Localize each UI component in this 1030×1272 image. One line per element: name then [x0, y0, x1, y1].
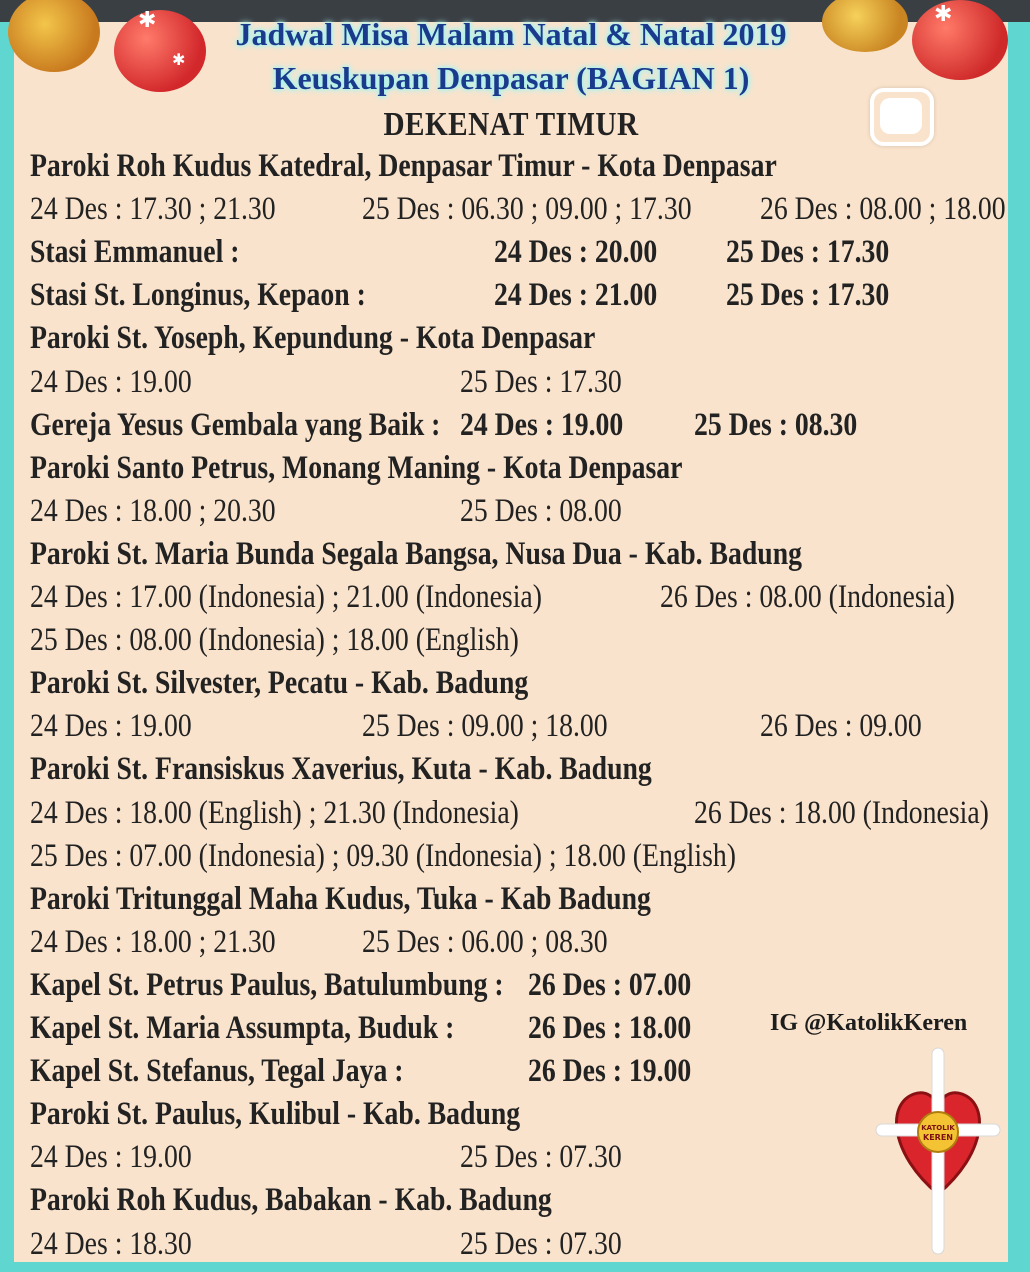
schedule-row [30, 622, 1010, 666]
row-label: Paroki Tritunggal Maha Kudus, Tuka - Kab Badung [30, 880, 651, 917]
row-label: Paroki St. Yoseph, Kepundung - Kota Denpasar [30, 320, 596, 357]
schedule-row [30, 191, 1010, 235]
bottom-strip [0, 1262, 1030, 1272]
row-time: 26 Des : 19.00 [528, 1053, 692, 1090]
row-label: 24 Des : 18.00 ; 20.30 [30, 492, 276, 529]
row-label: Kapel St. Maria Assumpta, Buduk : [30, 1010, 455, 1046]
ornament-red-left-icon: ✱ ✱ [114, 10, 206, 92]
parish-name-row [30, 277, 1010, 321]
parish-name-row [30, 234, 1010, 278]
row-label: 24 Des : 18.00 (English) ; 21.30 (Indonesia) [30, 794, 519, 831]
parish-name-row [30, 881, 1010, 925]
schedule-row [30, 493, 1010, 537]
row-label: 25 Des : 08.00 (Indonesia) ; 18.00 (English) [30, 622, 519, 659]
row-label: Kapel St. Petrus Paulus, Batulumbung : [30, 966, 504, 1003]
parish-name-row [30, 536, 1010, 580]
row-time: 24 Des : 20.00 [494, 234, 658, 271]
row-label: 24 Des : 17.30 ; 21.30 [30, 191, 276, 228]
row-time: 26 Des : 08.00 (Indonesia) [660, 579, 955, 615]
schedule-row [30, 838, 1010, 882]
row-time: 26 Des : 08.00 ; 18.00 [760, 191, 1006, 228]
schedule-row [30, 708, 1010, 752]
row-time: 25 Des : 17.30 [726, 234, 890, 271]
cross-heart-logo-icon [872, 1044, 1004, 1258]
row-label: 24 Des : 18.00 ; 21.30 [30, 923, 276, 960]
title-line-2: Keuskupan Denpasar (BAGIAN 1) [272, 60, 750, 96]
parish-name-row [30, 320, 1010, 364]
title-line-1: Jadwal Misa Malam Natal & Natal 2019 [235, 16, 787, 52]
parish-name-row [30, 751, 1010, 795]
row-label: 24 Des : 17.00 (Indonesia) ; 21.00 (Indonesia) [30, 579, 542, 615]
row-label: Paroki Roh Kudus, Babakan - Kab. Badung [30, 1182, 552, 1219]
row-label: Paroki Roh Kudus Katedral, Denpasar Timur - Kota Denpasar [30, 148, 777, 184]
row-label: Paroki Santo Petrus, Monang Maning - Kota Denpasar [30, 449, 683, 486]
schedule-row [30, 1139, 1010, 1183]
row-label: 24 Des : 19.00 [30, 363, 192, 400]
row-time: 25 Des : 06.30 ; 09.00 ; 17.30 [362, 191, 692, 228]
row-time: 24 Des : 19.00 [460, 406, 624, 443]
instagram-handle: IG @KatolikKeren [770, 1010, 968, 1036]
row-label: Paroki St. Silvester, Pecatu - Kab. Badung [30, 665, 529, 702]
row-time: 25 Des : 06.00 ; 08.30 [362, 923, 608, 960]
row-time: 26 Des : 18.00 [528, 1010, 692, 1046]
parish-name-row [30, 1096, 1010, 1140]
poster-frame [14, 2, 1008, 1268]
row-time: 25 Des : 07.30 [460, 1225, 622, 1262]
section-heading: DEKENAT TIMUR [383, 106, 639, 143]
schedule-row [30, 579, 1010, 623]
row-time: 24 Des : 21.00 [494, 277, 658, 314]
row-label: Paroki St. Fransiskus Xaverius, Kuta - Kab. Badung [30, 751, 652, 788]
row-time: 25 Des : 08.00 [460, 492, 622, 529]
schedule-row [30, 364, 1010, 408]
parish-name-row [30, 450, 1010, 494]
row-time: 25 Des : 09.00 ; 18.00 [362, 708, 608, 745]
schedule-row [30, 924, 1010, 968]
svg-text:KEREN: KEREN [923, 1133, 953, 1142]
row-label: Kapel St. Stefanus, Tegal Jaya : [30, 1053, 404, 1090]
parish-name-row [30, 148, 1010, 192]
row-label: Gereja Yesus Gembala yang Baik : [30, 406, 441, 443]
row-time: 25 Des : 08.30 [694, 406, 858, 443]
parish-name-row [30, 407, 1010, 451]
row-label: Paroki St. Maria Bunda Segala Bangsa, Nusa Dua - Kab. Badung [30, 535, 802, 572]
schedule-row [30, 795, 1010, 839]
row-label: Stasi Emmanuel : [30, 234, 240, 271]
parish-name-row [30, 1182, 1010, 1226]
row-time: 25 Des : 17.30 [460, 363, 622, 400]
row-label: Stasi St. Longinus, Kepaon : [30, 277, 366, 314]
row-time: 26 Des : 18.00 (Indonesia) [694, 794, 989, 831]
row-time: 26 Des : 07.00 [528, 966, 692, 1003]
parish-name-row [30, 1053, 1010, 1097]
parish-name-row [30, 665, 1010, 709]
parish-name-row [30, 967, 1010, 1011]
row-label: 25 Des : 07.00 (Indonesia) ; 09.30 (Indonesia) ; 18.00 (English) [30, 837, 736, 874]
row-label: 24 Des : 19.00 [30, 1139, 192, 1176]
row-time: 26 Des : 09.00 [760, 708, 922, 745]
svg-text:KATOLIK: KATOLIK [921, 1124, 955, 1132]
row-label: 24 Des : 18.30 [30, 1225, 192, 1262]
row-time: 25 Des : 17.30 [726, 277, 890, 314]
ornament-red-right-icon: ✱ [912, 0, 1008, 80]
row-label: Paroki St. Paulus, Kulibul - Kab. Badung [30, 1096, 521, 1133]
row-time: 25 Des : 07.30 [460, 1139, 622, 1176]
row-label: 24 Des : 19.00 [30, 708, 192, 745]
